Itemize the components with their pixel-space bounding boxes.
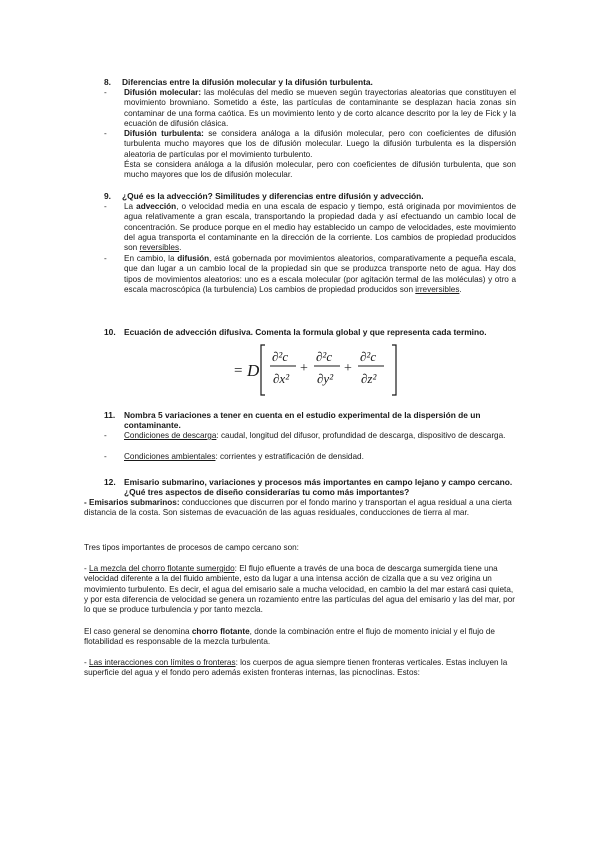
question-title: Emisario submarino, variaciones y procesos más importantes en campo lejano y campo cercano. ¿Qué tres aspectos de diseño considerarías tu como más importantes? xyxy=(124,477,513,498)
term-label: Difusión turbulenta: xyxy=(124,129,204,138)
paragraph-text: : corrientes y estratificación de densidad. xyxy=(215,452,364,461)
paragraph-text: , donde la combinación entre el flujo de momento inicial y el flujo de flotabilidad es responsable de la mezcla turbulenta. xyxy=(84,627,495,647)
plus-sign: + xyxy=(300,361,308,376)
diffusion-equation xyxy=(232,341,408,399)
coefficient-D: D xyxy=(247,361,260,380)
paragraph xyxy=(124,88,516,129)
question-number: 9. xyxy=(104,191,111,201)
underlined-term: irreversibles xyxy=(415,284,460,294)
bullet-dash: - xyxy=(104,254,107,263)
paragraph xyxy=(124,452,516,462)
term-3-numerator: ∂²c xyxy=(360,349,377,364)
question-title: Nombra 5 variaciones a tener en cuenta en el estudio experimental de la dispersión de un contaminante. xyxy=(124,410,481,431)
paragraph-text: , o velocidad media en una escala de espacio y tiempo, está originada por movimientos de agua relativamente a gran escala, transportando la propiedad dada y así efectuando un cambio local de concentración. Se produce porque en el medio hay establecido un campo de velocidades, este movimiento del agua transporta el contaminante en la dirección de la corriente. Los cambios de propiedad producidos son xyxy=(124,202,516,253)
paragraph xyxy=(124,202,516,253)
bullet-dash: - xyxy=(104,88,107,97)
underlined-term: La mezcla del chorro flotante sumergido xyxy=(89,564,235,573)
question-title: Diferencias entre la difusión molecular y la difusión turbulenta. xyxy=(122,77,373,87)
paragraph-text: : El flujo efluente a través de una boca de descarga sumergida tiene una velocidad diferente a la del fluido ambiente, esto da lugar a una intensa acción de cizalla que a su vez origina un movimiento turbulento. Es decir, el agua del emisario sale a mucha velocidad, en cambio la del mar estará casi quieta, y por esta diferencia de velocidad se genera un rozamiento entre las partículas del agua del emisario y las del mar, por lo que se produce turbulencia y por tanto mezcla. xyxy=(84,564,515,615)
plus-sign: + xyxy=(344,361,352,376)
question-number: 11. xyxy=(104,410,116,420)
left-bracket xyxy=(261,345,265,395)
paragraph-text: . xyxy=(179,243,182,253)
paragraph-text: : caudal, longitud del difusor, profundidad de descarga, dispositivo de descarga. xyxy=(216,431,506,440)
term-label: chorro flotante xyxy=(191,627,250,636)
paragraph-text: Tres tipos importantes de procesos de campo cercano son: xyxy=(84,543,299,552)
paragraph-text: , está gobernada por movimientos aleatorios, comparativamente a pequeña escala, que dan lugar a un cambio local de la propiedad sin que se produzca transporte neto de agua. Hay dos tipos de movimientos aleatorios: uno es a escala molecular (por agitación termal de las moléculas) y otro a escala macroscópica (la turbulencia) Los cambios de propiedad producidos son xyxy=(124,254,516,294)
paragraph-text: conducciones que discurren por el fondo marino y transportan el agua residual a una cierta distancia de la costa. Son sistemas de evacuación de las aguas residuales, conducciones de tierra al mar. xyxy=(84,498,512,518)
paragraph-text: las moléculas del medio se mueven según trayectorias aleatorias que constituyen el movimiento browniano. Sometido a éste, las partículas de contaminante se desplazan hacia zonas sin contaminar de una forma caótica. Es un movimiento lento y de corto alcance descrito por la ley de Fick y la ecuación de difusión clásica. xyxy=(124,88,516,128)
paragraph xyxy=(124,431,516,441)
term-2-numerator: ∂²c xyxy=(316,349,333,364)
underlined-term: reversibles xyxy=(139,243,180,253)
paragraph-text: - xyxy=(84,564,90,573)
paragraph xyxy=(84,564,516,615)
paragraph-text: : los cuerpos de agua siempre tienen fronteras verticales. Estas incluyen la superficie del agua y el fondo pero además existen fronteras internas, las picnoclinas. Estos: xyxy=(84,658,508,678)
paragraph-text: El caso general se denomina xyxy=(84,627,192,636)
question-number: 10. xyxy=(104,327,116,337)
paragraph xyxy=(124,129,516,180)
question-number: 12. xyxy=(104,477,116,487)
underlined-term: Condiciones de descarga xyxy=(124,431,217,440)
term-label: advección xyxy=(136,202,177,211)
question-title: ¿Qué es la advección? Similitudes y diferencias entre difusión y advección. xyxy=(122,191,424,201)
term-2-denominator: ∂y² xyxy=(317,371,334,386)
term-1-denominator: ∂x² xyxy=(273,371,290,386)
paragraph xyxy=(124,254,516,295)
term-label: difusión xyxy=(177,254,210,263)
bullet-dash: - xyxy=(104,129,107,138)
equals-sign: = xyxy=(234,363,243,379)
paragraph-text: La xyxy=(124,202,137,211)
question-title: Ecuación de advección difusiva. Comenta la formula global y que representa cada termino. xyxy=(124,327,487,337)
bullet-dash: - xyxy=(104,431,107,440)
paragraph-text: En cambio, la xyxy=(124,254,178,263)
term-label: Difusión molecular: xyxy=(124,88,202,97)
paragraph xyxy=(84,498,516,519)
term-1-numerator: ∂²c xyxy=(272,349,289,364)
paragraph-text: Ésta se considera análoga a la difusión molecular, pero con coeficientes de difusión turbulenta, que son mucho mayores que los de difusión molecular. xyxy=(124,159,516,180)
term-3-denominator: ∂z² xyxy=(361,371,377,386)
paragraph xyxy=(84,658,516,679)
underlined-term: Las interacciones con límites o fronteras xyxy=(89,658,236,667)
paragraph xyxy=(84,627,516,648)
question-number: 8. xyxy=(104,77,111,87)
underlined-term: Condiciones ambientales xyxy=(124,452,216,461)
paragraph-text: . xyxy=(459,284,462,294)
right-bracket xyxy=(392,345,396,395)
bullet-dash: - xyxy=(104,202,107,211)
term-label: - Emisarios submarinos: xyxy=(84,498,180,507)
paragraph xyxy=(84,543,516,553)
bullet-dash: - xyxy=(104,452,107,461)
paragraph-text: se considera análoga a la difusión molecular, pero con coeficientes de difusión turbulenta mucho mayores que los de difusión molecular. Luego la difusión turbulenta es la dispersión aleatoria de partículas por el movimiento turbulento. xyxy=(124,129,516,159)
paragraph-text: - xyxy=(84,658,90,667)
